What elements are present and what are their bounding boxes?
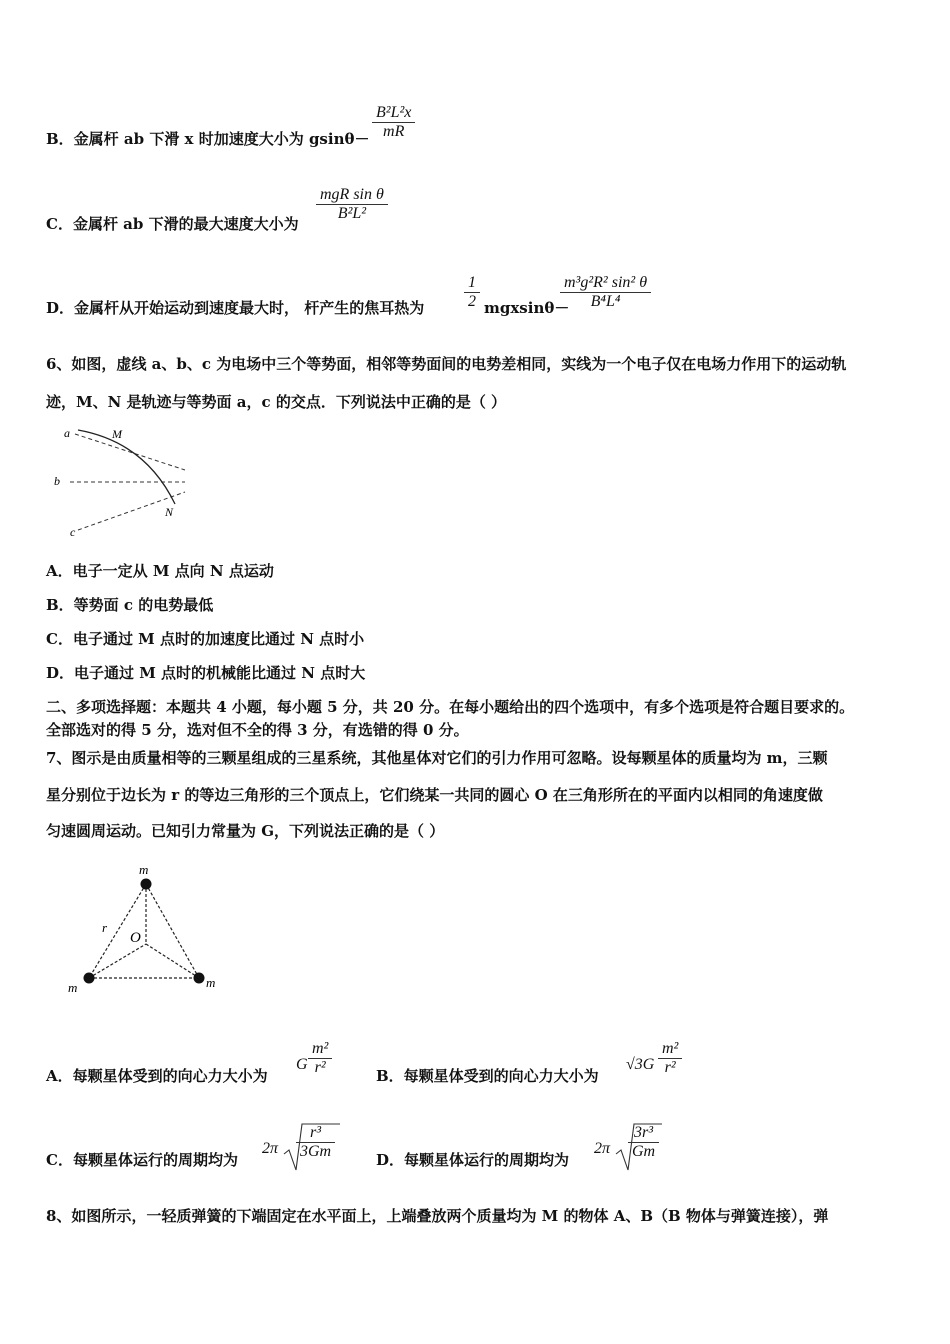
fraction-denominator: r² (308, 1058, 332, 1077)
q7-option-a: A．每颗星体受到的向心力大小为 (46, 1067, 268, 1085)
star-left (84, 973, 95, 984)
q6-option-b: B．等势面 c 的电势最低 (46, 596, 214, 614)
q5-option-c-fraction (316, 186, 388, 223)
fraction-numerator: 3r³ (634, 1124, 654, 1141)
fraction-numerator: B²L²x (376, 104, 412, 121)
q5-option-c: C．金属杆 ab 下滑的最大速度大小为 (46, 215, 299, 233)
equipotential-line-a (75, 434, 185, 470)
radius-left (89, 944, 146, 978)
star-top (141, 879, 152, 890)
q7-stem-line2: 星分别位于边长为 r 的等边三角形的三个顶点上，它们绕某一共同的圆心 O 在三角形所在的平面内以相同的角速度做 (46, 786, 823, 804)
label-center-O: O (130, 930, 141, 946)
q7-option-d-fraction (628, 1124, 659, 1161)
q6-equipotential-figure (50, 422, 200, 542)
q7-stem-line3: 匀速圆周运动。已知引力常量为 G，下列说法正确的是（ ） (46, 822, 445, 840)
q5-option-d-mid: mgxsinθ－ (484, 299, 570, 317)
q7-option-d: D．每颗星体运行的周期均为 (376, 1151, 570, 1169)
q6-stem-line1: 6、如图，虚线 a、b、c 为电场中三个等势面，相邻等势面间的电势差相同，实线为一个电子仅在电场力作用下的运动轨 (46, 355, 847, 373)
label-right-m: m (206, 975, 216, 990)
q6-option-a: A．电子一定从 M 点向 N 点运动 (46, 562, 274, 580)
fraction-numerator: mgR sin θ (320, 186, 384, 203)
q7-option-b-coef: √3G (626, 1056, 655, 1073)
q7-stem-line1: 7、图示是由质量相等的三颗星组成的三星系统，其他星体对它们的引力作用可忽略。设每颗星体的质量均为 m，三颗 (46, 749, 828, 767)
section2-line1: 二、多项选择题：本题共 4 小题，每小题 5 分，共 20 分。在每小题给出的四个选项中，有多个选项是符合题目要求的。 (46, 698, 855, 716)
label-c: c (70, 525, 76, 539)
q7-option-d-coef: 2π (594, 1140, 611, 1157)
fraction-numerator: m² (312, 1040, 329, 1057)
q7-option-c-coef: 2π (262, 1140, 279, 1157)
fraction-denominator: 3Gm (296, 1142, 335, 1161)
fraction-denominator: r² (658, 1058, 682, 1077)
q5-option-b-fraction (372, 104, 415, 141)
fraction-numerator: r³ (310, 1124, 322, 1141)
label-left-m: m (68, 980, 78, 995)
q5-option-d: D．金属杆从开始运动到速度最大时， 杆产生的焦耳热为 (46, 299, 425, 317)
label-b: b (54, 474, 60, 488)
label-M: M (112, 427, 122, 441)
radius-right (146, 944, 199, 978)
q5-option-d-half (464, 274, 480, 311)
fraction-denominator: 2 (464, 292, 480, 311)
q5-option-b: B．金属杆 ab 下滑 x 时加速度大小为 gsinθ－ (46, 130, 370, 148)
fraction-denominator: B²L² (316, 204, 388, 223)
q7-option-a-coef: G (296, 1056, 308, 1073)
q8-stem-line1: 8、如图所示，一轻质弹簧的下端固定在水平面上，上端叠放两个质量均为 M 的物体 A、B（B 物体与弹簧连接），弹 (46, 1207, 829, 1225)
label-a: a (64, 426, 70, 440)
q7-option-b-fraction (658, 1040, 682, 1077)
electron-trajectory (78, 430, 175, 504)
q7-option-c: C．每颗星体运行的周期均为 (46, 1151, 238, 1169)
fraction-denominator: B⁴L⁴ (560, 292, 651, 311)
star-right (194, 973, 205, 984)
q7-option-c-fraction (296, 1124, 335, 1161)
label-N: N (165, 505, 174, 519)
q7-option-b: B．每颗星体受到的向心力大小为 (376, 1067, 599, 1085)
fraction-numerator: 1 (468, 274, 476, 291)
section2-line2: 全部选对的得 5 分，选对但不全的得 3 分，有选错的得 0 分。 (46, 721, 469, 739)
q7-option-a-fraction (308, 1040, 332, 1077)
q6-option-d: D．电子通过 M 点时的机械能比通过 N 点时大 (46, 664, 366, 682)
label-top-m: m (139, 862, 149, 877)
q6-stem-line2: 迹，M、N 是轨迹与等势面 a，c 的交点．下列说法中正确的是（ ） (46, 393, 507, 411)
q5-option-d-fraction (560, 274, 651, 311)
fraction-denominator: Gm (628, 1142, 659, 1161)
fraction-denominator: mR (372, 122, 415, 141)
fraction-numerator: m² (662, 1040, 679, 1057)
q7-three-star-figure (60, 860, 240, 1000)
label-side-r: r (102, 920, 108, 935)
fraction-numerator: m³g²R² sin² θ (564, 274, 648, 291)
q6-option-c: C．电子通过 M 点时的加速度比通过 N 点时小 (46, 630, 365, 648)
triangle-side-right (146, 884, 199, 978)
